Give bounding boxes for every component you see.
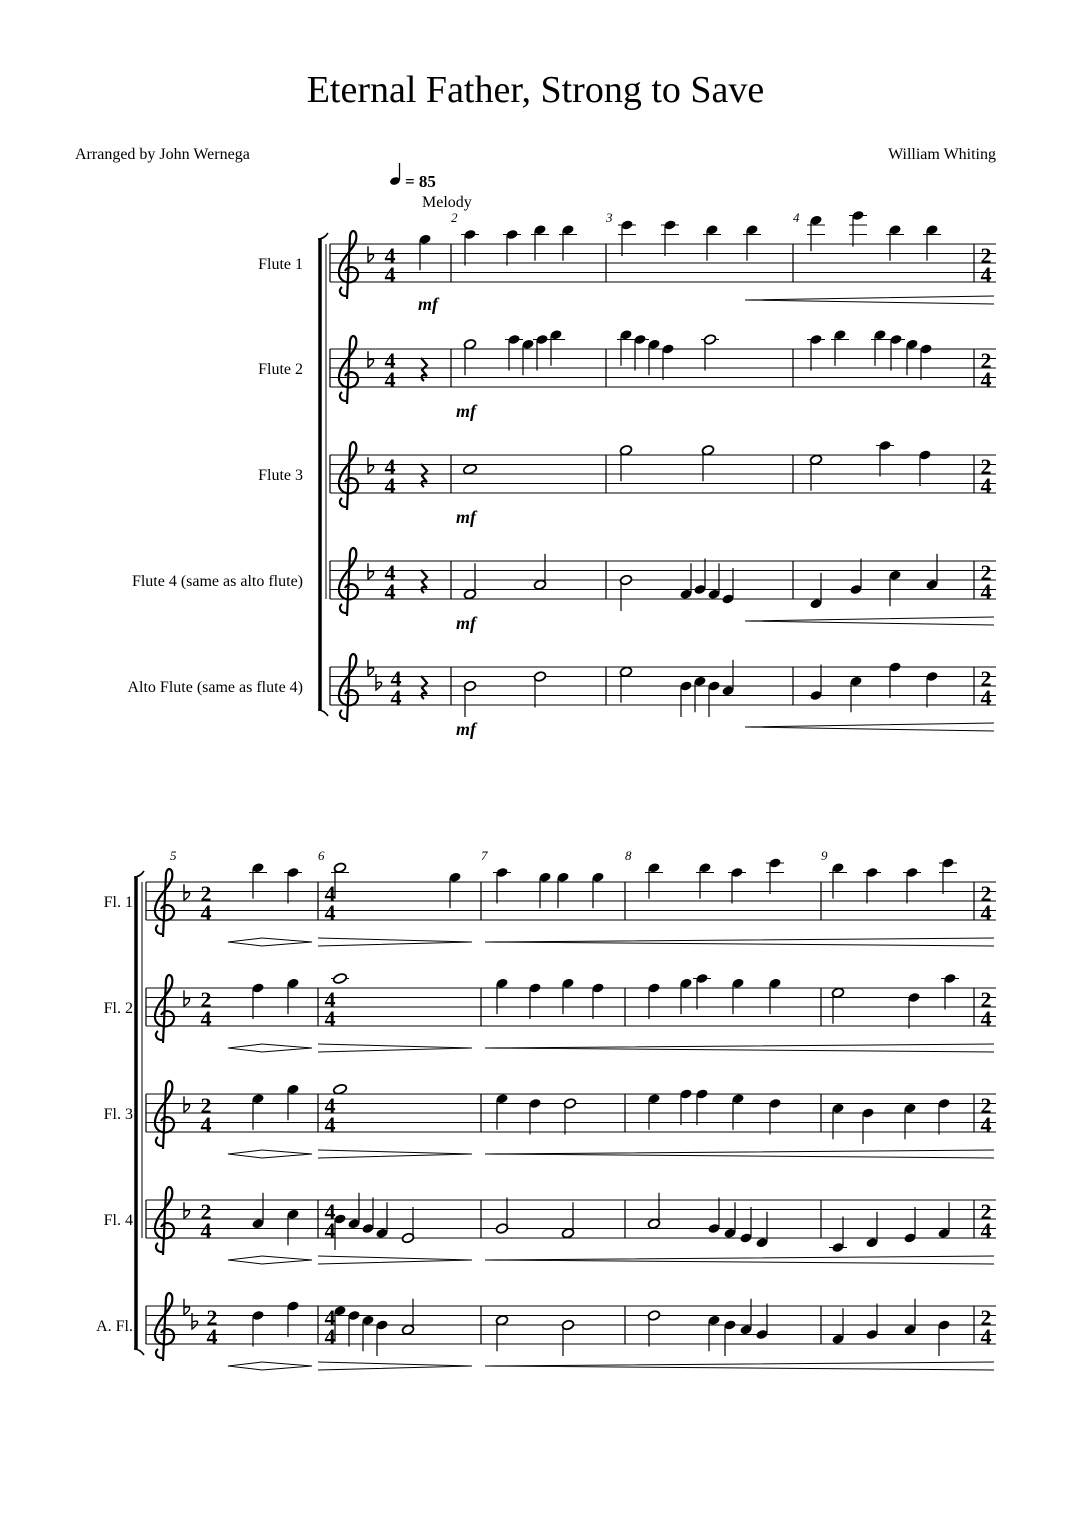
measure-number: 9 [821,848,828,863]
time-signature-bottom: 4 [324,900,336,925]
dynamic-mf: mf [418,294,438,314]
crescendo-hairpin [228,1362,262,1370]
time-signature-bottom: 4 [980,685,992,710]
time-signature-bottom: 4 [200,1218,212,1243]
instrument-name: Flute 4 (same as alto flute) [131,573,303,590]
instrument-name: Fl. 1 [103,894,133,911]
flat-icon [184,1096,190,1112]
system-1 [127,210,996,739]
time-signature-bottom: 4 [324,1218,336,1243]
instrument-name: Alto Flute (same as flute 4) [127,679,303,696]
bracket-hook [318,710,328,716]
time-signature-bottom: 4 [384,367,396,392]
dynamic-mf: mf [456,401,476,421]
flat-icon [368,660,374,676]
time-signature-bottom: 4 [980,473,992,498]
decrescendo-hairpin [262,1256,312,1264]
time-signature-bottom: 4 [200,1006,212,1031]
time-signature-top: 2 [200,881,212,906]
crescendo-hairpin [745,617,994,625]
dynamic-mf: mf [456,719,476,739]
flat-icon [184,1299,190,1315]
decrescendo-hairpin [262,1362,312,1370]
time-signature-top: 2 [980,454,992,479]
time-signature-top: 2 [206,1305,218,1330]
time-signature-bottom: 4 [384,579,396,604]
time-signature-bottom: 4 [324,1112,336,1137]
flat-icon [368,351,374,367]
time-signature-top: 2 [980,987,992,1012]
time-signature-bottom: 4 [206,1324,218,1349]
flat-icon [368,563,374,579]
time-signature-bottom: 4 [980,900,992,925]
time-signature-top: 4 [324,1093,336,1118]
time-signature-top: 2 [980,560,992,585]
crescendo-hairpin [228,1150,262,1158]
instrument-name: Flute 2 [258,361,303,378]
time-signature-bottom: 4 [980,1218,992,1243]
crescendo-hairpin [485,938,994,946]
crescendo-hairpin [745,723,994,731]
flat-icon [184,884,190,900]
decrescendo-hairpin [318,1044,472,1052]
treble-clef-icon [339,548,358,616]
tempo-text: = 85 [405,172,436,191]
time-signature-top: 2 [980,243,992,268]
time-signature-top: 4 [384,560,396,585]
time-signature-bottom: 4 [324,1324,336,1349]
crescendo-hairpin [485,1044,994,1052]
composer-credit: William Whiting [888,146,996,163]
measure-number: 7 [481,848,488,863]
flat-icon [368,457,374,473]
decrescendo-hairpin [318,1362,472,1370]
time-signature-top: 2 [200,1199,212,1224]
time-signature-top: 2 [980,1305,992,1330]
time-signature-top: 4 [324,881,336,906]
measure-number: 5 [170,848,177,863]
bracket-hook [134,1349,144,1355]
time-signature-top: 4 [324,1199,336,1224]
time-signature-bottom: 4 [980,579,992,604]
instrument-name: Fl. 3 [103,1106,133,1123]
instrument-name: Flute 1 [258,256,303,273]
instrument-name: Fl. 4 [103,1212,133,1229]
notehead [463,463,478,475]
instrument-name: A. Fl. [96,1318,133,1335]
measure-number: 6 [318,848,325,863]
crescendo-hairpin [228,938,262,946]
time-signature-top: 2 [980,1199,992,1224]
time-signature-top: 4 [384,243,396,268]
notehead [333,973,348,985]
dynamic-mf: mf [456,613,476,633]
time-signature-bottom: 4 [200,900,212,925]
time-signature-top: 2 [980,348,992,373]
time-signature-top: 4 [390,666,402,691]
crescendo-hairpin [485,1362,994,1370]
flat-icon [184,1202,190,1218]
crescendo-hairpin [228,1256,262,1264]
time-signature-top: 4 [384,454,396,479]
instrument-name: Flute 3 [258,467,303,484]
treble-clef-icon [155,869,174,937]
treble-clef-icon [339,442,358,510]
time-signature-bottom: 4 [980,262,992,287]
treble-clef-icon [155,1293,174,1361]
time-signature-top: 2 [980,881,992,906]
arranger-credit: Arranged by John Wernega [75,146,250,163]
tempo-marking [389,163,436,191]
decrescendo-hairpin [262,1044,312,1052]
dynamic-mf: mf [456,507,476,527]
time-signature-top: 2 [980,666,992,691]
time-signature-top: 4 [324,1305,336,1330]
treble-clef-icon [339,231,358,299]
measure-number: 4 [793,210,800,225]
time-signature-bottom: 4 [980,367,992,392]
decrescendo-hairpin [262,938,312,946]
score-title: Eternal Father, Strong to Save [306,69,765,111]
measure-number: 8 [625,848,632,863]
treble-clef-icon [339,336,358,404]
time-signature-bottom: 4 [384,473,396,498]
time-signature-bottom: 4 [980,1112,992,1137]
time-signature-bottom: 4 [324,1006,336,1031]
decrescendo-hairpin [318,1256,472,1264]
time-signature-bottom: 4 [384,262,396,287]
measure-number: 3 [606,210,613,225]
time-signature-bottom: 4 [200,1112,212,1137]
measure-number: 2 [451,210,458,225]
treble-clef-icon [339,654,358,722]
crescendo-hairpin [485,1150,994,1158]
rehearsal-text: Melody [422,194,472,211]
time-signature-bottom: 4 [390,685,402,710]
time-signature-top: 4 [384,348,396,373]
decrescendo-hairpin [262,1150,312,1158]
treble-clef-icon [155,1187,174,1255]
bracket-hook [318,233,328,239]
instrument-name: Fl. 2 [103,1000,133,1017]
time-signature-top: 2 [200,1093,212,1118]
time-signature-top: 4 [324,987,336,1012]
time-signature-bottom: 4 [980,1324,992,1349]
time-signature-top: 2 [200,987,212,1012]
crescendo-hairpin [485,1256,994,1264]
time-signature-bottom: 4 [980,1006,992,1031]
crescendo-hairpin [228,1044,262,1052]
bracket-hook [134,871,144,877]
treble-clef-icon [155,1081,174,1149]
time-signature-top: 2 [980,1093,992,1118]
crescendo-hairpin [745,296,994,304]
flat-icon [368,246,374,262]
system-2 [96,848,996,1370]
treble-clef-icon [155,975,174,1043]
decrescendo-hairpin [318,938,472,946]
decrescendo-hairpin [318,1150,472,1158]
flat-icon [184,990,190,1006]
